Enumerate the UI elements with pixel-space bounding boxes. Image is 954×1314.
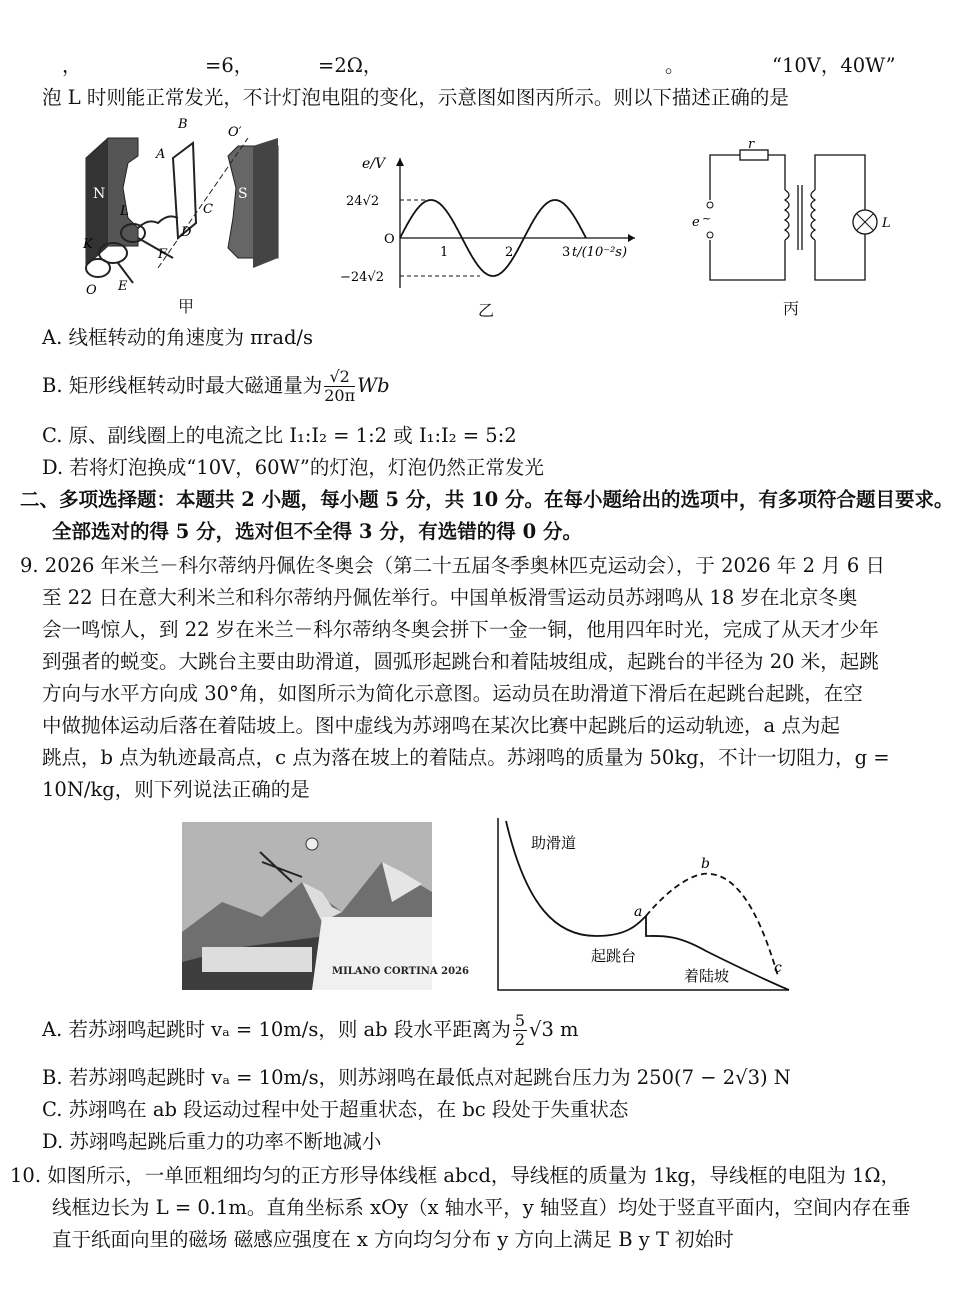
figure-bing-circuit — [690, 137, 900, 300]
q9-option-a-text: A. 若苏翊鸣起跳时 vₐ = 10m/s，则 ab 段水平距离为 — [42, 1018, 511, 1041]
label-point-a: a — [634, 904, 643, 920]
label-point-c: c — [774, 960, 782, 976]
q8-option-b-num: √2 — [324, 368, 355, 387]
q9-option-a-post: √3 m — [529, 1018, 579, 1041]
y-tick-pos: 24√2 — [346, 194, 380, 209]
q9-option-a-fraction — [513, 1012, 527, 1049]
label-o: O — [86, 283, 97, 298]
q8-option-b-unit: Wb — [357, 374, 390, 397]
figure-yi-waveform — [340, 148, 640, 298]
top-fragment-d: 。 — [665, 54, 685, 77]
q9-line-4: 到强者的蜕变。大跳台主要由助滑道，圆弧形起跳台和着陆坡组成，起跳台的半径为 20 米，起跳 — [42, 650, 879, 673]
q8-continuation: 泡 L 时则能正常发光，不计灯泡电阻的变化，示意图如图丙所示。则以下描述正确的是 — [42, 86, 789, 109]
q10-line-3: 直于纸面向里的磁场 磁感应强度在 x 方向均匀分布 y 方向上满足 B y T 初始时 — [52, 1228, 734, 1251]
caption-jia: 甲 — [178, 297, 195, 316]
q9-line-8: 10N/kg，则下列说法正确的是 — [42, 778, 310, 801]
y-axis-label: e/V — [362, 156, 386, 172]
section2-heading-line2: 全部选对的得 5 分，选对但不全得 3 分，有选错的得 0 分。 — [52, 520, 582, 543]
q8-option-b-fraction — [324, 368, 355, 405]
q8-option-d: D. 若将灯泡换成“10V，60W”的灯泡，灯泡仍然正常发光 — [42, 456, 544, 479]
label-s: S — [238, 186, 248, 202]
q8-option-b-den: 20π — [324, 386, 356, 405]
q9-option-a-den: 2 — [514, 1030, 526, 1049]
q8-option-a: A. 线框转动的角速度为 πrad/s — [42, 326, 314, 349]
label-landing-slope: 着陆坡 — [684, 967, 730, 985]
x-tick-2: 2 — [505, 245, 514, 260]
top-fragment-b: =6， — [205, 54, 254, 77]
q9-option-b: B. 若苏翊鸣起跳时 vₐ = 10m/s，则苏翊鸣在最低点对起跳台压力为 250(7 − 2√3) N — [42, 1066, 791, 1089]
q9-line-5: 方向与水平方向成 30°角，如图所示为简化示意图。运动员在助滑道下滑后在起跳台起跳，在空 — [42, 682, 863, 705]
q10-line-1: 10. 如图所示，一单匝粗细均匀的正方形导体线框 abcd，导线框的质量为 1kg，导线框的电阻为 1Ω， — [10, 1164, 901, 1187]
section2-heading-line1: 二、多项选择题：本题共 2 小题，每小题 5 分，共 10 分。在每小题给出的选项中，有多项符合题目要求。 — [20, 488, 954, 511]
q8-option-b-text: B. 矩形线框转动时最大磁通量为 — [42, 374, 323, 397]
label-takeoff: 起跳台 — [591, 947, 637, 965]
top-fragment-e: “10V，40W” — [772, 54, 896, 77]
label-c: C — [203, 202, 213, 217]
label-a: A — [156, 147, 166, 162]
q8-option-b — [42, 368, 390, 405]
label-point-b: b — [701, 856, 710, 872]
photo-text: MILANO CORTINA 2026 — [332, 966, 470, 977]
label-l: L — [120, 204, 129, 219]
q9-line-3: 会一鸣惊人，到 22 岁在米兰－科尔蒂纳冬奥会拼下一金一铜，他用四年时光，完成了从天才少年 — [42, 618, 879, 641]
label-b: B — [178, 117, 188, 132]
caption-bing: 丙 — [783, 299, 800, 318]
top-fragment-a: ， — [62, 54, 82, 77]
x-axis-label: t/(10⁻²s) — [572, 245, 628, 260]
q9-line-6: 中做抛体运动后落在着陆坡上。图中虚线为苏翊鸣在某次比赛中起跳后的运动轨迹，a 点为起 — [42, 714, 840, 737]
x-tick-1: 1 — [440, 245, 449, 260]
label-n: N — [93, 186, 106, 202]
figure-jia-generator — [78, 118, 298, 318]
label-k: K — [83, 237, 93, 252]
q9-ski-jump-diagram — [496, 816, 791, 992]
q9-line-7: 跳点，b 点为轨迹最高点，c 点为落在坡上的着陆点。苏翊鸣的质量为 50kg，不计一切阻力，g = — [42, 746, 890, 769]
q9-option-d: D. 苏翊鸣起跳后重力的功率不断地减小 — [42, 1130, 382, 1153]
caption-yi: 乙 — [478, 301, 495, 320]
x-tick-3: 3 — [562, 245, 571, 260]
label-lamp: L — [882, 216, 891, 231]
q8-option-c: C. 原、副线圈上的电流之比 I₁:I₂ = 1:2 或 I₁:I₂ = 5:2 — [42, 424, 517, 447]
label-e: E — [118, 279, 128, 294]
y-tick-neg: −24√2 — [340, 270, 384, 285]
q9-line-2: 至 22 日在意大利米兰和科尔蒂纳丹佩佐举行。中国单板滑雪运动员苏翊鸣从 18 岁在北京冬奥 — [42, 586, 858, 609]
q9-option-a — [42, 1012, 579, 1049]
top-fragment-c: =2Ω， — [318, 54, 383, 77]
label-f: F — [158, 247, 168, 262]
label-d: D — [181, 225, 192, 240]
q9-option-c: C. 苏翊鸣在 ab 段运动过程中处于超重状态，在 bc 段处于失重状态 — [42, 1098, 629, 1121]
label-run-in: 助滑道 — [531, 834, 577, 852]
y-tick-zero: O — [384, 232, 395, 247]
q9-photo-big-air — [182, 822, 470, 990]
label-r: r — [748, 137, 755, 152]
label-ac: ~ — [702, 212, 712, 225]
q10-line-2: 线框边长为 L = 0.1m。直角坐标系 xOy（x 轴水平，y 轴竖直）均处于竖直平面内，空间内存在垂 — [52, 1196, 911, 1219]
q9-line-1: 9. 2026 年米兰－科尔蒂纳丹佩佐冬奥会（第二十五届冬季奥林匹克运动会），于 2026 年 2 月 6 日 — [20, 554, 886, 577]
label-e-source: e — [692, 215, 700, 230]
label-o-prime: O′ — [228, 125, 242, 140]
q9-option-a-num: 5 — [514, 1011, 526, 1030]
